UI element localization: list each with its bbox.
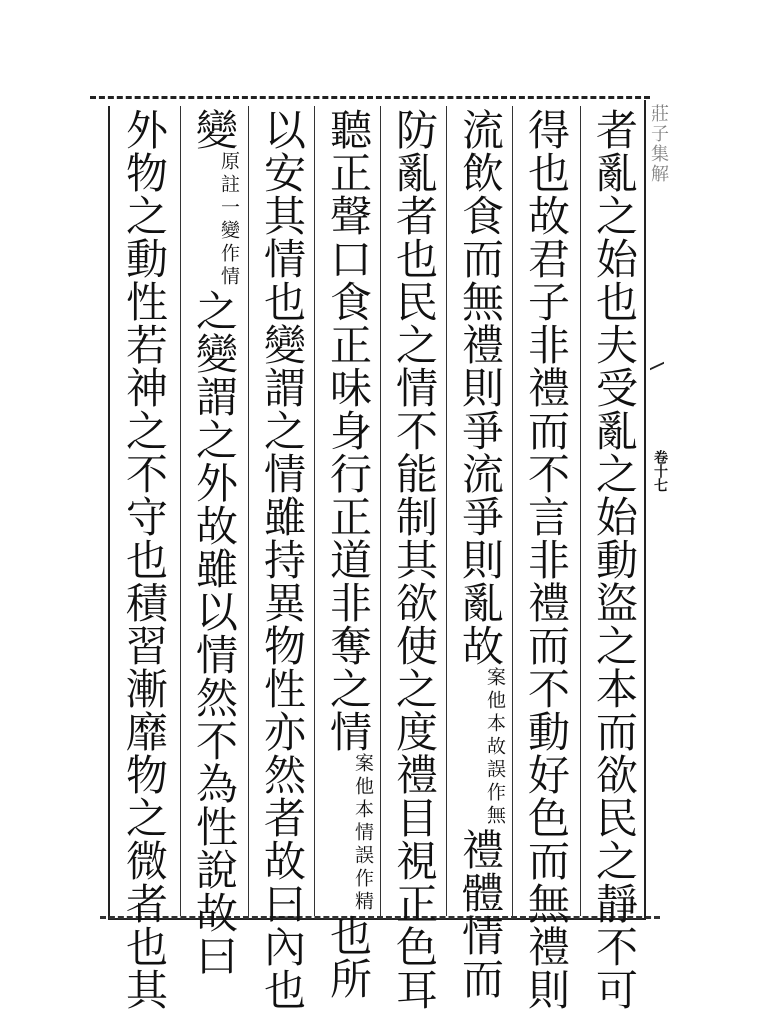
column-text xyxy=(181,108,244,977)
column-text xyxy=(581,108,644,1011)
main-text: 變 xyxy=(190,108,239,151)
column-text xyxy=(513,108,576,1011)
main-text: 禮體情而 xyxy=(456,828,505,1000)
main-text: 聽正聲口食正味身行正道非奪之情 xyxy=(324,108,373,753)
annotation-note: 案他本情誤作精 xyxy=(352,753,374,914)
page-margin-strip xyxy=(644,100,672,920)
text-column-6 xyxy=(248,106,312,1011)
column-text xyxy=(315,108,378,1000)
text-column-8 xyxy=(110,106,174,1011)
main-text: 外物之動性若神之不守也積習漸靡物之微者也其 xyxy=(120,108,169,1011)
text-column-3 xyxy=(446,106,510,1000)
main-text: 流飲食而無禮則爭流爭則亂故 xyxy=(456,108,505,667)
main-text: 防亂者也民之情不能制其欲使之度禮目視正色耳 xyxy=(390,108,439,1011)
column-text xyxy=(447,108,510,1000)
text-column-5 xyxy=(314,106,378,1000)
margin-volume-number: 卷十七 xyxy=(652,450,668,492)
text-column-1 xyxy=(580,106,644,1011)
column-text xyxy=(249,108,312,1011)
annotation-note: 原註一變作情 xyxy=(218,151,240,289)
text-column-4 xyxy=(380,106,444,1011)
annotation-note: 案他本故誤作無 xyxy=(484,667,506,828)
main-text: 者亂之始也夫受亂之始動盜之本而欲民之靜不可 xyxy=(590,108,639,1011)
column-text xyxy=(381,108,444,1011)
text-column-7 xyxy=(180,106,244,977)
column-text xyxy=(110,108,174,1011)
top-border-rule xyxy=(90,96,650,99)
margin-book-title: 莊子集解 xyxy=(648,104,669,184)
main-text: 之變謂之外故雖以情然不為性說故曰 xyxy=(190,289,239,977)
main-text: 以安其情也變謂之情雖持異物性亦然者故曰內也 xyxy=(258,108,307,1011)
text-column-2 xyxy=(512,106,576,1011)
main-text: 得也故君子非禮而不言非禮而不動好色而無禮則 xyxy=(522,108,571,1011)
main-text: 也所 xyxy=(324,914,373,1000)
